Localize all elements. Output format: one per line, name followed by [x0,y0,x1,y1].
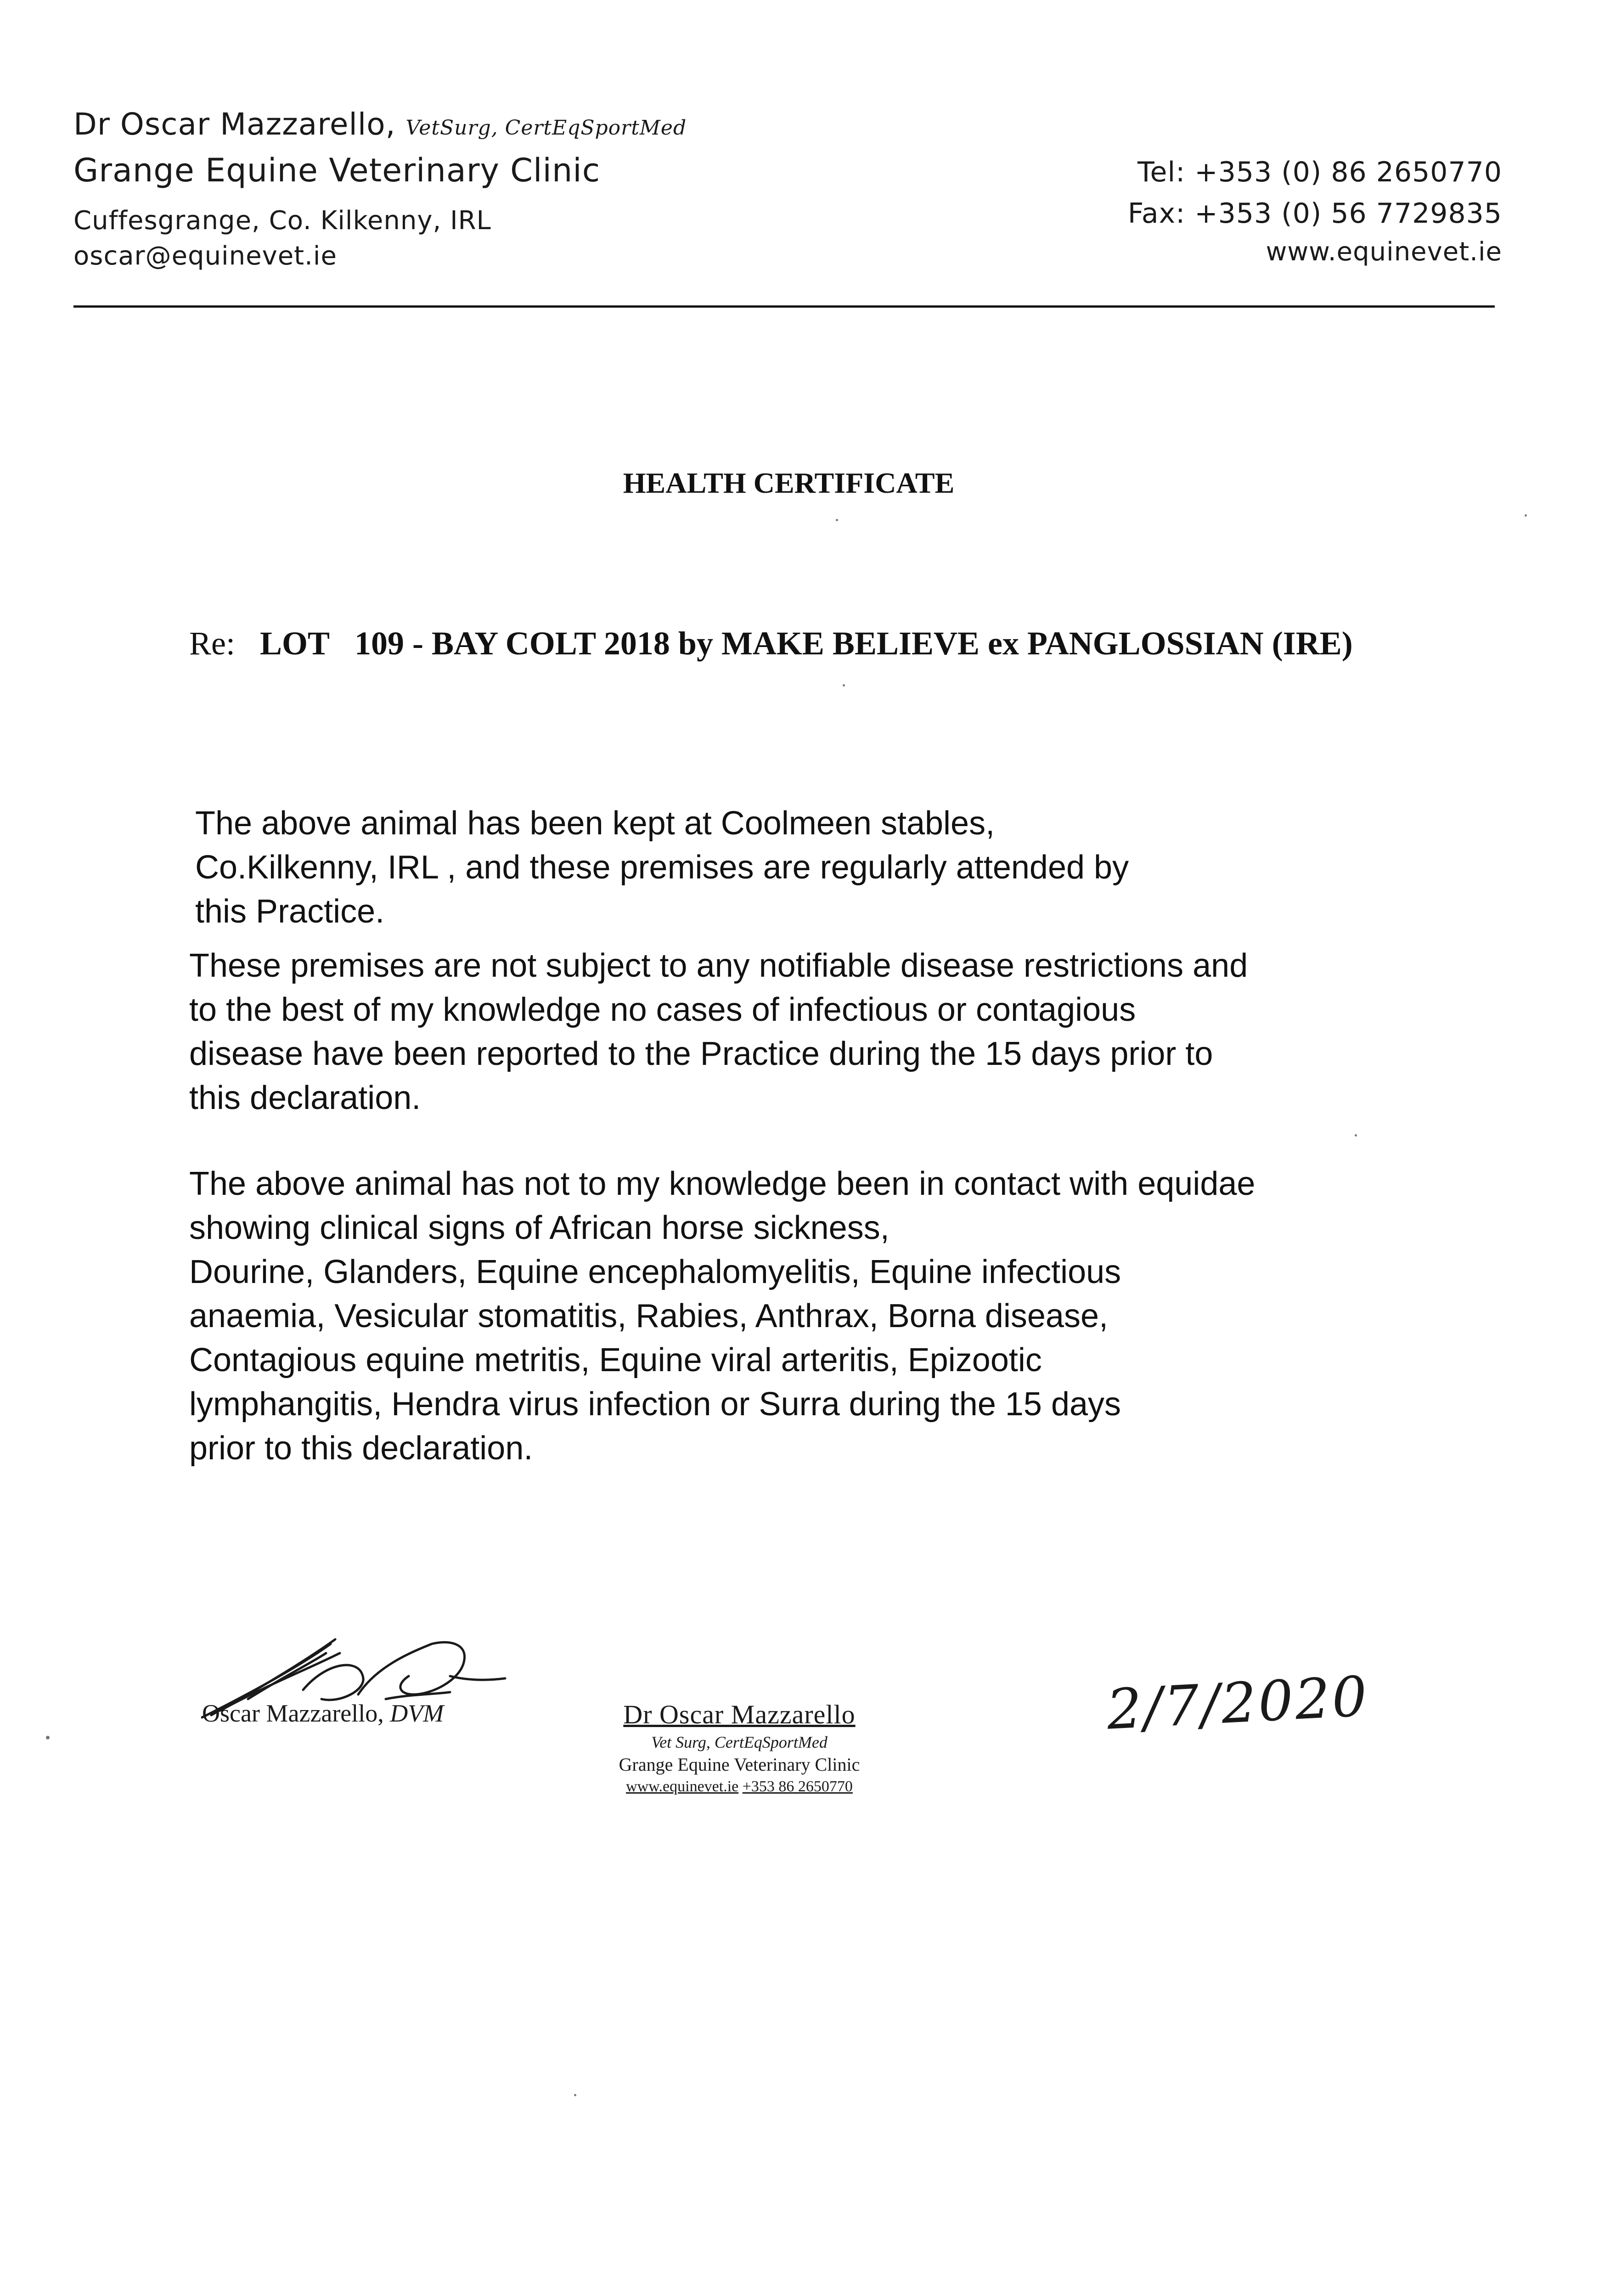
paragraph-line: Co.Kilkenny, IRL , and these premises are regularly attended by [195,849,1129,886]
clinic-phone: Tel: +353 (0) 86 2650770 [1137,156,1502,188]
scan-speck [843,684,845,687]
paragraph-line: anaemia, Vesicular stomatitis, Rabies, Anthrax, Borna disease, [189,1298,1109,1334]
subject-prefix: Re: [189,625,235,662]
paragraph-line: Dourine, Glanders, Equine encephalomyelitis, Equine infectious [189,1254,1121,1290]
vet-stamp [588,1699,891,1795]
scan-speck [574,2094,576,2096]
paragraph-restrictions [189,944,1248,1120]
paragraph-line: to the best of my knowledge no cases of infectious or contagious [189,991,1136,1028]
scan-speck [1355,1134,1357,1137]
subject-lot-number: 109 [355,625,405,662]
paragraph-line: showing clinical signs of African horse sickness, [189,1210,889,1246]
paragraph-line: The above animal has been kept at Coolmeen stables, [195,805,995,842]
clinic-email: oscar@equinevet.ie [73,241,337,271]
scan-speck [836,519,838,521]
paragraph-line: These premises are not subject to any notifiable disease restrictions and [189,947,1248,984]
vet-name: Dr Oscar Mazzarello, [73,107,396,142]
subject-description: - BAY COLT 2018 by MAKE BELIEVE ex PANGLOSSIAN (IRE) [412,625,1353,662]
scan-speck [46,1736,50,1739]
clinic-fax: Fax: +353 (0) 56 7729835 [1127,197,1502,230]
paragraph-line: disease have been reported to the Practice during the 15 days prior to [189,1035,1213,1072]
paragraph-line: this declaration. [189,1080,421,1116]
paragraph-diseases [189,1162,1255,1470]
stamp-clinic: Grange Equine Veterinary Clinic [619,1754,860,1775]
certificate-subject [189,625,1353,663]
clinic-address: Cuffesgrange, Co. Kilkenny, IRL [73,206,491,236]
letterhead-divider [73,305,1495,308]
certificate-title: HEALTH CERTIFICATE [623,467,955,499]
paragraph-line: Contagious equine metritis, Equine viral arteritis, Epizootic [189,1342,1042,1379]
signatory-name-text: Oscar Mazzarello, [202,1699,384,1727]
scan-speck [1525,514,1527,517]
signatory-name [202,1699,444,1728]
stamp-website: www.equinevet.ie [626,1778,739,1795]
signatory-title: DVM [390,1699,444,1727]
stamp-name: Dr Oscar Mazzarello [623,1699,856,1729]
clinic-name: Grange Equine Veterinary Clinic [73,152,601,189]
paragraph-line: The above animal has not to my knowledge been in contact with equidae [189,1165,1255,1202]
stamp-qualifications: Vet Surg, CertEqSportMed [651,1733,828,1751]
handwritten-date: 2/7/2020 [1105,1665,1371,1742]
paragraph-line: this Practice. [195,893,385,930]
subject-lot-label: LOT [259,625,330,662]
paragraph-line: lymphangitis, Hendra virus infection or Surra during the 15 days [189,1386,1121,1423]
letterhead-name [73,107,687,142]
stamp-phone: +353 86 2650770 [742,1778,853,1795]
paragraph-line: prior to this declaration. [189,1430,533,1467]
vet-qualifications: VetSurg, CertEqSportMed [405,116,687,140]
clinic-website: www.equinevet.ie [1266,237,1502,267]
paragraph-premises [195,801,1129,934]
stamp-contact [588,1778,891,1795]
